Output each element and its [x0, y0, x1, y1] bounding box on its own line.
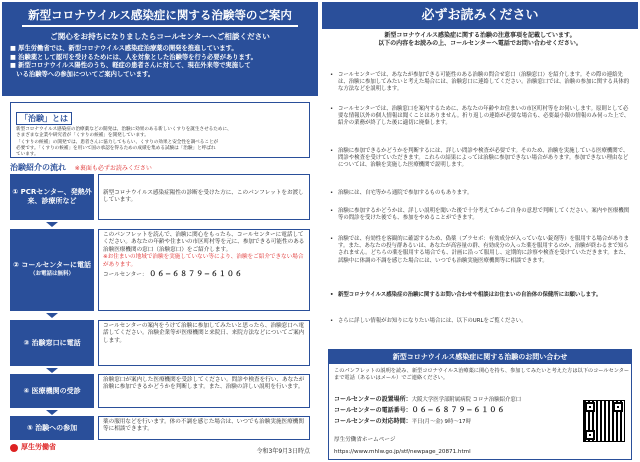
chiken-line: 「くすりの候補」の開発では、患者さんに協力してもらい、くすりの効果と安全性を調べることが — [16, 139, 219, 145]
chiken-title: 「治験」とは — [16, 112, 72, 125]
notice-item: • さらに詳しい情報がお知りになりたい場合には、以下のURLをご覧ください。 — [330, 318, 630, 325]
flow-title: 治験紹介の流れ — [10, 163, 66, 172]
back-subtitle-line: 新型コロナウイルス感染症に関する治験の注意事項を記載しています。 — [384, 32, 576, 39]
front-title: 新型コロナウイルス感染症に関する治験等のご案内 — [28, 8, 292, 22]
step-1-label: ① PCRセンター、発熱外来、診療所など — [10, 174, 94, 220]
back-panel — [322, 2, 638, 460]
flow-note: ※裏面も必ずお読みください — [74, 165, 152, 172]
contact-hours-row — [334, 416, 471, 425]
contact-place: 大阪大学医学部附属病院 コロナ治験紹介窓口 — [411, 397, 522, 403]
issue-date: 令和3年9月3日時点 — [256, 448, 310, 455]
ministry-logo — [10, 442, 56, 452]
step-1 — [10, 174, 310, 220]
back-subtitle — [328, 32, 632, 48]
notice-item: • コールセンターでは、あなたが参加できる可能性のある治験の問合せ窓口（治験窓口）を紹介します。その際の連絡先は、治験に参加してみたいと考えた場合には、治験窓口に連絡してください。治験窓口では、治験の参加に関する具体的な方法などを説明します。 — [330, 72, 630, 94]
contact-title: 新型コロナウイルス感染症に関する治験のお問い合わせ — [329, 350, 631, 364]
front-subtitle: ご関心をお持ちになりましたらコールセンターへご相談ください — [50, 32, 270, 41]
intro-line: ■ 治験薬として認可を受けるためには、人を対象とした治験等を行う必要があります。 — [10, 53, 257, 61]
step-5 — [10, 416, 310, 440]
step-2-tel-row — [103, 271, 305, 279]
step-3-text: コールセンターの案内をうけて治験に参加してみたいと思ったら、治験窓口へ電話してください。治験企業等が医療機関と来院日、来院方法などについてご案内します。 — [98, 320, 310, 366]
flow-arrow — [46, 410, 58, 415]
flow-heading — [10, 162, 152, 173]
mhlw-url-link[interactable]: https://www.mhlw.go.jp/stf/newpage_20871.html — [334, 449, 471, 455]
intro-line: いる治験等への参加についてご案内しています。 — [10, 70, 155, 78]
step-5-label: ⑤ 治験への参加 — [10, 416, 94, 440]
notice-item: • 治験では、有効性を客観的に確認するため、偽薬（プラセボ：有効成分が入っていない錠剤等）を服用する場合があります。また、あなたの投与群あるいは、あなたが高容量の群、有効成分の入った薬を服用するのか、治験が終わるまで知らされません。どちらの薬を服用する場合でも、計画に沿って服用し、定期的に診察や検査を受けていただきます。また、試験中に体調の不調を感じた場合には、いつでも治験実施医療機関等に相談できます。 — [330, 236, 630, 265]
step-1-text: 新型コロナウイルス感染症陽性の診断を受けた方に、このパンフレットをお渡ししています。 — [98, 174, 310, 220]
contact-intro: このパンフレットの説明を読み、新型コロナウイルス治療薬に関心を持ち、参加してみたいと考えた方は以下のコールセンターまで電話（あるいはメール）でご連絡ください。 — [334, 368, 630, 381]
step-2-label-sub: （お電話は無料） — [29, 271, 74, 277]
step-3 — [10, 320, 310, 366]
front-header — [2, 2, 318, 44]
step-2 — [10, 229, 310, 311]
contact-phone[interactable]: ０６−６８７９−６１０６ — [411, 406, 506, 414]
step-2-tel-label: コールセンター： — [103, 272, 148, 279]
notice-item: • 新型コロナウイルス感染症の治験に関するお問い合わせや相談はお住まいの自治体の保健所にお願いします。 — [330, 292, 630, 299]
notice-item: • 治験に参加できるかどうかを判断するには、詳しい問診や検査が必要です。そのため、治験を実施している医療機関で、問診や検査を受けていただきます。これらの結果によっては治験に参加できない場合があります。参加できない理由などについては、治験を実施した医療機関で説明します。 — [330, 148, 630, 170]
back-subtitle-line: 以下の内容をお読みの上、コールセンターへ電話でお問い合わせください。 — [378, 40, 582, 47]
intro-block — [2, 44, 318, 96]
contact-place-row — [334, 394, 521, 403]
ministry-name: 厚生労働省 — [21, 443, 56, 451]
contact-tel-row — [334, 405, 505, 415]
ministry-logo-icon — [10, 444, 18, 452]
contact-tel-label: コールセンターの電話番号： — [334, 407, 412, 414]
step-4-label: ④ 医療機関の受診 — [10, 374, 94, 408]
step-2-warning: ※お住まいの地域で治験を実施していない等により、治験をご紹介できない場合があります。 — [103, 254, 304, 268]
call-center-phone[interactable]: ０６−６８７９−６１０６ — [149, 270, 243, 279]
step-4 — [10, 374, 310, 408]
chiken-line: 必要です。「くすりの候補」を用いて国の承認を得るための成績を集める試験は「治験」と呼ばれ — [16, 145, 216, 151]
notice-item: • コールセンターでは、治験窓口を案内するために、あなたの年齢やお住まいの市区町村等をお伺いします。原則として必要な情報以外の個人情報は聞くことはありません。折り返しの連絡が必要な場合も、必要最小限の情報のみ伺った上で、紹介の業務が終了した後に適切に廃棄します。 — [330, 106, 630, 128]
contact-hours-label: コールセンターの対応時間： — [334, 418, 412, 425]
flow-arrow — [46, 222, 58, 227]
contact-hours: 平日(月～金) 9時～17時 — [411, 419, 471, 425]
hp-label: 厚生労働省ホームページ — [334, 437, 396, 443]
contact-box — [328, 349, 632, 460]
step-2-label — [10, 229, 94, 311]
step-2-text: このパンフレットを読んで、治験に関心をもったら、コールセンターに電話してください。あなたの年齢や住まいの市区町村等を元に、参加できる可能性のある治験医療機関の窓口（治験窓口）をご紹介します。 — [103, 232, 305, 253]
notice-item: • 治験には、自宅等から通院で参加するものもあります。 — [330, 190, 630, 197]
qr-code-icon[interactable] — [583, 400, 625, 442]
flow-arrow — [46, 368, 58, 373]
back-title: 必ずお読みください — [322, 2, 638, 29]
step-4-text: 治験窓口が案内した医療機関を受診してください。問診や検査を行い、あなたが治験に参加できるかどうかを判断します。また、治験の詳しい説明を行います。 — [98, 374, 310, 408]
intro-line: ■ 厚生労働省では、新型コロナウイルス感染症治療薬の開発を推進しています。 — [10, 45, 238, 52]
chiken-definition-box — [10, 102, 310, 158]
step-2-content — [98, 229, 310, 311]
step-3-label: ③ 治験窓口に電話 — [10, 320, 94, 366]
chiken-line: 新型コロナウイルス感染症の治療薬などの開発は、治験に効果のある新しいくすりを誕生させるために、 — [16, 127, 232, 132]
flow-arrow — [46, 313, 58, 318]
intro-line: ■ 新型コロナウイルス陽性のうち、軽症の患者さんに対して、現在外来等で実施して — [10, 62, 251, 69]
step-2-label-main: ② コールセンターに電話 — [13, 261, 91, 269]
notice-item: • 治験に参加するかどうかは、詳しい説明を聞いた後で十分考えてからご自身の意思で判断してください。案内や医療機関等の問診を受けた後でも、参加をやめることができます。 — [330, 208, 630, 222]
step-5-text: 薬の服用などを行います。体の不調を感じた場合は、いつでも治験実施医療機関等に相談できます。 — [98, 416, 310, 440]
chiken-line: ています。 — [16, 152, 39, 158]
contact-place-label: コールセンターの設置場所： — [334, 396, 412, 403]
front-panel — [2, 2, 318, 460]
chiken-line: さまざまな企業や研究者が「くすりの候補」を開発しています。 — [16, 133, 149, 139]
